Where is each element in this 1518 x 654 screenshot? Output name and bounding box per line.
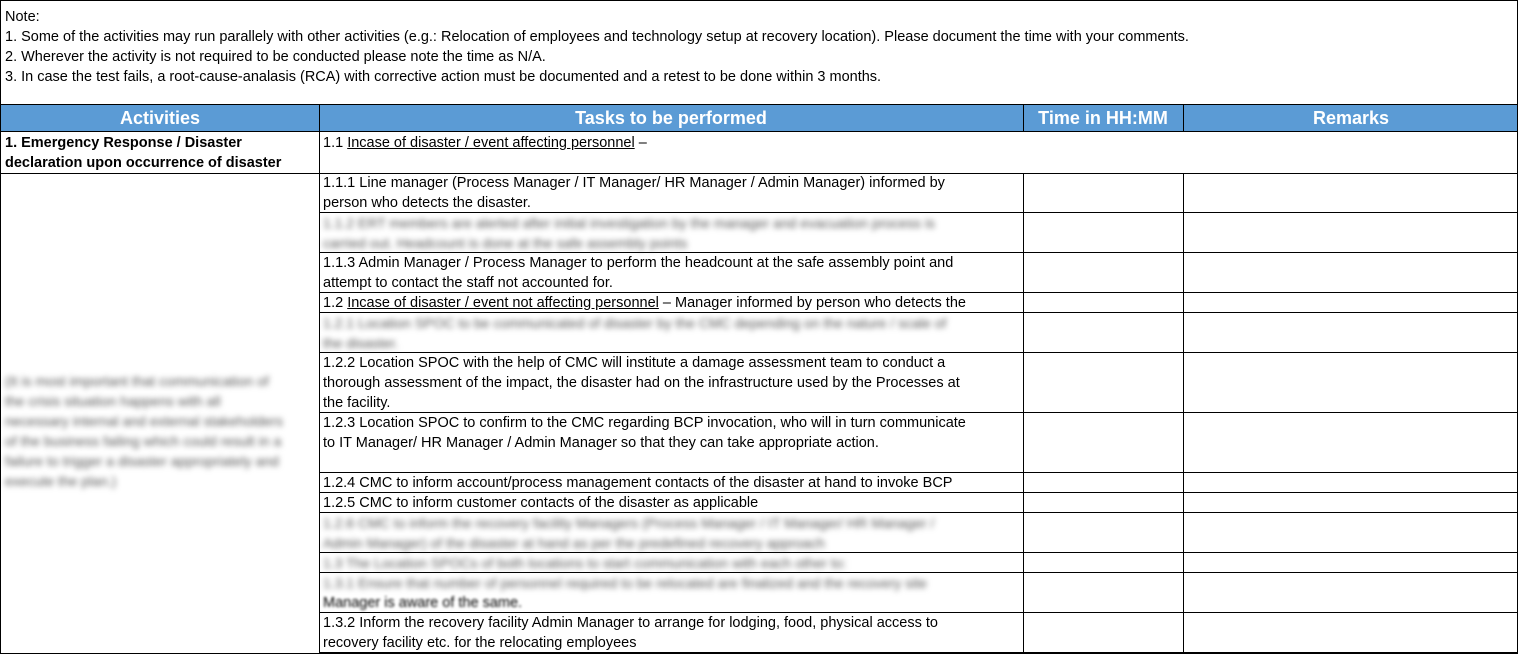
header-remarks: Remarks [1183, 105, 1518, 131]
task-1-3-1-line-1: 1.3.1 Ensure that number of personnel required to be relocated are finalized and the recovery site [323, 575, 927, 591]
task-1-1-suffix: – [634, 135, 647, 151]
task-1-1-3-line-2: attempt to contact the staff not accounted for. [323, 275, 613, 291]
task-1-2-5: 1.2.5 CMC to inform customer contacts of the disaster as applicable [323, 495, 759, 511]
activity-blurred-line: the crisis situation happens with all [5, 393, 221, 409]
notes-heading: Note: [5, 9, 40, 25]
col-divider-3-header [1183, 105, 1184, 131]
task-1-1-1-line-1: 1.1.1 Line manager (Process Manager / IT Manager/ HR Manager / Admin Manager) informed by [323, 175, 945, 191]
notes-block [5, 7, 1189, 87]
task-1-2 [323, 293, 966, 313]
task-1-1-prefix: 1.1 [323, 135, 348, 151]
task-1-3-1-line-2: Manager is aware of the same. [323, 595, 523, 611]
activity-blurred-line: execute the plan.) [5, 473, 117, 489]
task-1-3-2-line-2: recovery facility etc. for the relocating employees [323, 635, 637, 651]
header-tasks: Tasks to be performed [319, 105, 1023, 131]
header-time: Time in HH:MM [1023, 105, 1183, 131]
col-divider-3 [1183, 173, 1184, 654]
task-1-2-6-line-2: Admin Manager) of the disaster at hand as per the predefined recovery approach [323, 535, 825, 551]
task-1-1-2-line-2: carried out. Headcount is done at the safe assembly points [323, 235, 688, 251]
task-1-2-3-line-2: to IT Manager/ HR Manager / Admin Manager so that they can take appropriate action. [323, 435, 879, 451]
task-1-1-2-line-1: 1.1.2 ERT members are alerted after initial investigation by the manager and evacuation process is [323, 215, 935, 231]
note-item-1: 1. Some of the activities may run parallely with other activities (e.g.: Relocation of employees and technology setup at recovery location). Please document the time with your comments. [5, 29, 1189, 45]
task-1-3-2-line-1: 1.3.2 Inform the recovery facility Admin Manager to arrange for lodging, food, physical access to [323, 615, 938, 631]
task-1-1-3-line-1: 1.1.3 Admin Manager / Process Manager to perform the headcount at the safe assembly point and [323, 255, 954, 271]
task-1-2-heading: Incase of disaster / event not affecting personnel [347, 295, 659, 311]
task-1-2-suffix: – Manager informed by person who detects the [658, 295, 966, 311]
col-divider-2-header [1023, 105, 1024, 131]
task-1-2-prefix: 1.2 [323, 295, 348, 311]
task-1-2-2-line-2: thorough assessment of the impact, the disaster had on the infrastructure used by the Processes at [323, 375, 960, 391]
task-1-1-heading: Incase of disaster / event affecting personnel [347, 135, 635, 151]
task-1-2-3-line-1: 1.2.3 Location SPOC to confirm to the CMC regarding BCP invocation, who will in turn communicate [323, 415, 966, 431]
note-item-2: 2. Wherever the activity is not required to be conducted please note the time as N/A. [5, 49, 546, 65]
note-item-3: 3. In case the test fails, a root-cause-analasis (RCA) with corrective action must be documented and a retest to be done within 3 months. [5, 69, 882, 85]
task-1-2-6-line-1: 1.2.6 CMC to inform the recovery facility Managers (Process Manager / IT Manager/ HR Manager / [323, 515, 935, 531]
header-bottom-border [1, 131, 1518, 132]
activity-blurred-line: necessary internal and external stakeholders [5, 413, 283, 429]
task-1-1-1-line-2: person who detects the disaster. [323, 195, 531, 211]
header-activities: Activities [1, 105, 319, 131]
activity-1-line-1: 1. Emergency Response / Disaster [5, 135, 242, 151]
task-1-2-2-line-3: the facility. [323, 395, 391, 411]
task-1-2-2-line-1: 1.2.2 Location SPOC with the help of CMC will institute a damage assessment team to conduct a [323, 355, 946, 371]
task-1-2-1-line-1: 1.2.1 Location SPOC to be communicated of disaster by the CMC depending on the nature / scale of [323, 315, 947, 331]
task-1-2-4: 1.2.4 CMC to inform account/process management contacts of the disaster at hand to invoke BCP [323, 475, 953, 491]
activity-blurred-line: failure to trigger a disaster appropriately and [5, 453, 279, 469]
activity-blurred-line: (It is most important that communication of [5, 373, 269, 389]
activity-blurred-line: of the business failing which could result in a [5, 433, 282, 449]
task-1-1 [323, 133, 647, 153]
activity-1-line-2: declaration upon occurrence of disaster [5, 155, 282, 171]
task-1-2-1-line-2: the disaster. [323, 335, 399, 351]
col-divider-2 [1023, 173, 1024, 654]
task-1-3: 1.3 The Location SPOCs of both locations to start communication with each other to: [323, 555, 847, 571]
